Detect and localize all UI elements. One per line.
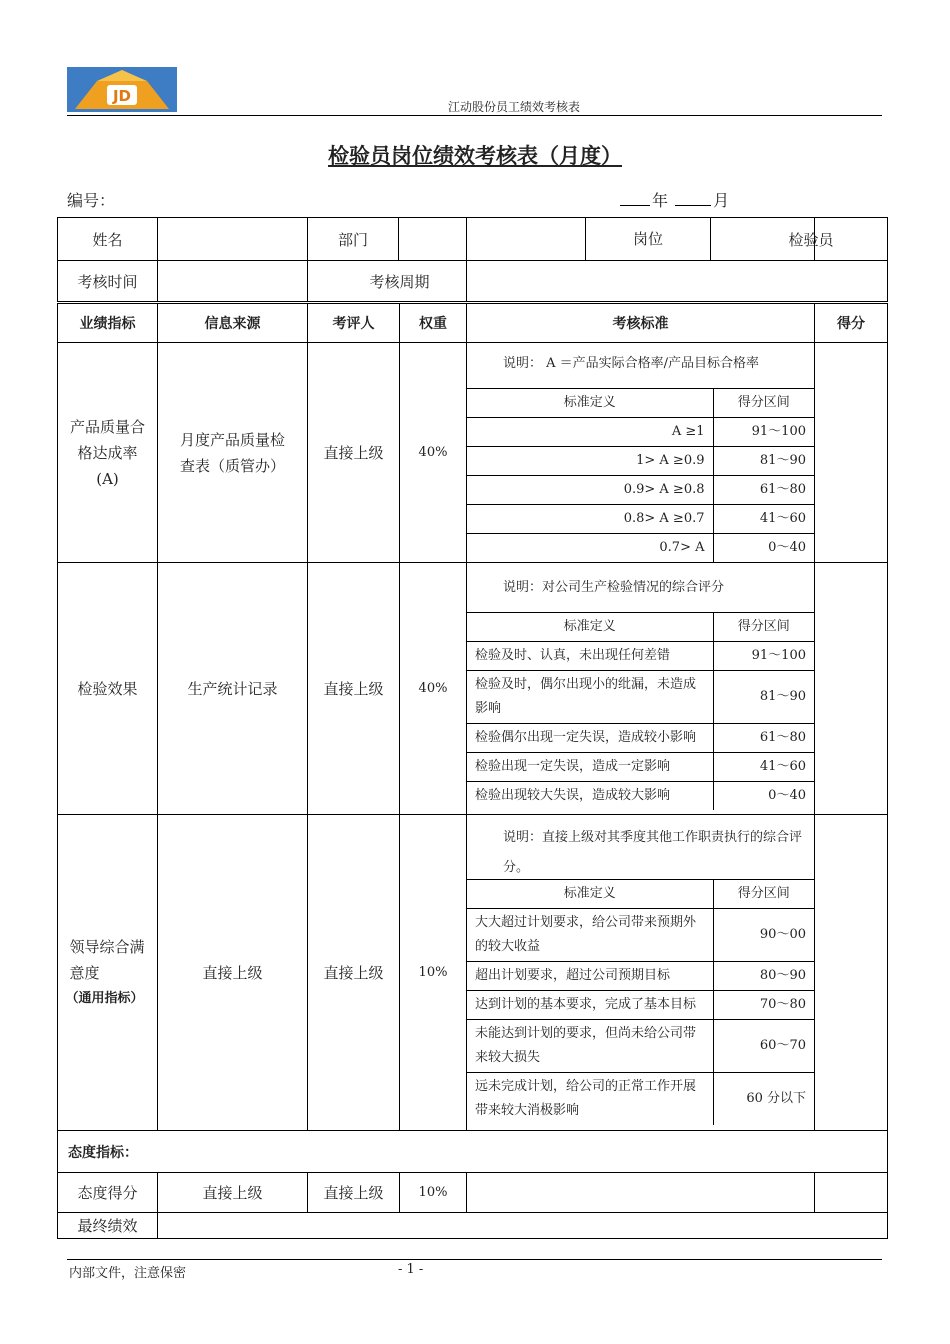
criteria-std: 超出计划要求，超过公司预期目标 [467, 961, 713, 990]
col-score: 得分 [815, 303, 888, 343]
column-header-row [58, 303, 888, 343]
attitude-label: 态度得分 [58, 1173, 158, 1213]
position-cell [467, 218, 815, 261]
criteria-std: 检验出现一定失误，造成一定影响 [467, 753, 713, 782]
col-criteria: 考核标准 [467, 303, 815, 343]
name-label: 姓名 [58, 218, 158, 261]
source-cell: 直接上级 [158, 815, 308, 1131]
criteria-std: 0.8> A ≥0.7 [467, 505, 713, 534]
attitude-section-label: 态度指标： [58, 1131, 888, 1173]
attitude-weight: 10% [400, 1173, 467, 1213]
criteria-cell [467, 563, 815, 815]
dept-field-ext[interactable] [467, 218, 586, 260]
attitude-row [58, 1173, 888, 1213]
criteria-std: 检验及时、认真，未出现任何差错 [467, 642, 713, 671]
criteria-std: 检验及时，偶尔出现小的纰漏，未造成影响 [467, 671, 713, 724]
weight-cell: 40% [400, 343, 467, 563]
final-label: 最终绩效 [58, 1213, 158, 1239]
footer-divider [67, 1259, 882, 1260]
criteria-range: 0～40 [713, 534, 814, 563]
criteria-range: 60 分以下 [713, 1072, 814, 1125]
source-cell: 生产统计记录 [158, 563, 308, 815]
attitude-source: 直接上级 [158, 1173, 308, 1213]
attitude-rater: 直接上级 [308, 1173, 400, 1213]
std-header: 标准定义 [467, 613, 713, 642]
name-field[interactable] [158, 218, 308, 261]
indicator-row [58, 563, 888, 815]
attitude-score[interactable] [815, 1173, 888, 1213]
indicator-cell: 检验效果 [58, 563, 158, 815]
criteria-std: 远未完成计划，给公司的正常工作开展带来较大消极影响 [467, 1072, 713, 1125]
range-header: 得分区间 [713, 613, 814, 642]
criteria-note: 说明：直接上级对其季度其他工作职责执行的综合评分。 [503, 829, 803, 875]
criteria-table [467, 388, 814, 562]
dept-field[interactable] [398, 218, 466, 260]
criteria-range: 81～90 [713, 671, 814, 724]
criteria-std: A ≥1 [467, 418, 713, 447]
month-label: 月 [713, 191, 730, 210]
col-source: 信息来源 [158, 303, 308, 343]
info-row-1 [58, 218, 888, 261]
appraisal-table [57, 217, 888, 1239]
indicator-cell: 产品质量合格达成率(A) [58, 343, 158, 563]
cycle-label: 考核周期 [308, 261, 467, 303]
criteria-range: 70～80 [713, 990, 814, 1019]
svg-text:JD: JD [112, 87, 132, 105]
criteria-std: 1> A ≥0.9 [467, 447, 713, 476]
criteria-std: 0.7> A [467, 534, 713, 563]
col-weight: 权重 [400, 303, 467, 343]
serial-label: 编号： [67, 191, 116, 210]
rater-cell: 直接上级 [308, 563, 400, 815]
criteria-std: 未能达到计划的要求，但尚未给公司带来较大损失 [467, 1019, 713, 1072]
year-label: 年 [652, 191, 669, 210]
std-header: 标准定义 [467, 879, 713, 908]
criteria-range: 91～100 [713, 418, 814, 447]
criteria-std: 检验偶尔出现一定失误，造成较小影响 [467, 724, 713, 753]
criteria-range: 41～60 [713, 753, 814, 782]
criteria-table [467, 612, 814, 810]
criteria-std: 大大超过计划要求，给公司带来预期外的较大收益 [467, 908, 713, 961]
col-indicator: 业绩指标 [58, 303, 158, 343]
period-time-label: 考核时间 [58, 261, 158, 303]
score-cell[interactable] [815, 563, 888, 815]
info-row-2 [58, 261, 888, 303]
weight-cell: 10% [400, 815, 467, 1131]
criteria-range: 91～100 [713, 642, 814, 671]
range-header: 得分区间 [713, 389, 814, 418]
company-logo [67, 67, 177, 112]
date-line [618, 188, 729, 211]
confidential-note: 内部文件，注意保密 [69, 1266, 187, 1281]
criteria-range: 80～90 [713, 961, 814, 990]
indicator-row [58, 343, 888, 563]
page-title: 检验员岗位绩效考核表（月度） [328, 143, 622, 168]
criteria-range: 61～80 [713, 724, 814, 753]
indicator-cell: 领导综合满意度 （通用指标） [58, 815, 158, 1131]
score-cell[interactable] [815, 815, 888, 1131]
criteria-table [467, 879, 814, 1125]
score-cell[interactable] [815, 343, 888, 563]
position-value-cell [788, 218, 888, 261]
final-field[interactable] [158, 1213, 888, 1239]
criteria-cell [467, 815, 815, 1131]
criteria-std: 检验出现较大失误，造成较大影响 [467, 782, 713, 811]
indicator-row [58, 815, 888, 1131]
month-blank[interactable] [675, 205, 711, 206]
page-number: - 1 - [398, 1262, 424, 1277]
col-rater: 考评人 [308, 303, 400, 343]
std-header: 标准定义 [467, 389, 713, 418]
criteria-range: 41～60 [713, 505, 814, 534]
cycle-field[interactable] [467, 261, 888, 303]
criteria-range: 60～70 [713, 1019, 814, 1072]
criteria-range: 90～00 [713, 908, 814, 961]
source-cell: 月度产品质量检查表（质管办） [158, 343, 308, 563]
position-value: 检验员 [788, 230, 834, 249]
company-header-title: 江动股份员工绩效考核表 [448, 100, 581, 114]
criteria-std: 0.9> A ≥0.8 [467, 476, 713, 505]
attitude-section-row [58, 1131, 888, 1173]
criteria-note: 说明：对公司生产检验情况的综合评分 [503, 580, 725, 595]
weight-cell: 40% [400, 563, 467, 815]
criteria-std: 达到计划的基本要求，完成了基本目标 [467, 990, 713, 1019]
period-time-field[interactable] [158, 261, 308, 303]
range-header: 得分区间 [713, 879, 814, 908]
position-label: 岗位 [586, 218, 711, 260]
criteria-note: 说明： A ＝产品实际合格率/产品目标合格率 [503, 356, 760, 371]
rater-cell: 直接上级 [308, 815, 400, 1131]
rater-cell: 直接上级 [308, 343, 400, 563]
criteria-range: 61～80 [713, 476, 814, 505]
criteria-range: 81～90 [713, 447, 814, 476]
year-blank[interactable] [620, 205, 650, 206]
attitude-criteria [467, 1173, 815, 1213]
final-row [58, 1213, 888, 1239]
header-divider [67, 115, 882, 116]
criteria-range: 0～40 [713, 782, 814, 811]
dept-label: 部门 [308, 218, 467, 261]
criteria-cell [467, 343, 815, 563]
